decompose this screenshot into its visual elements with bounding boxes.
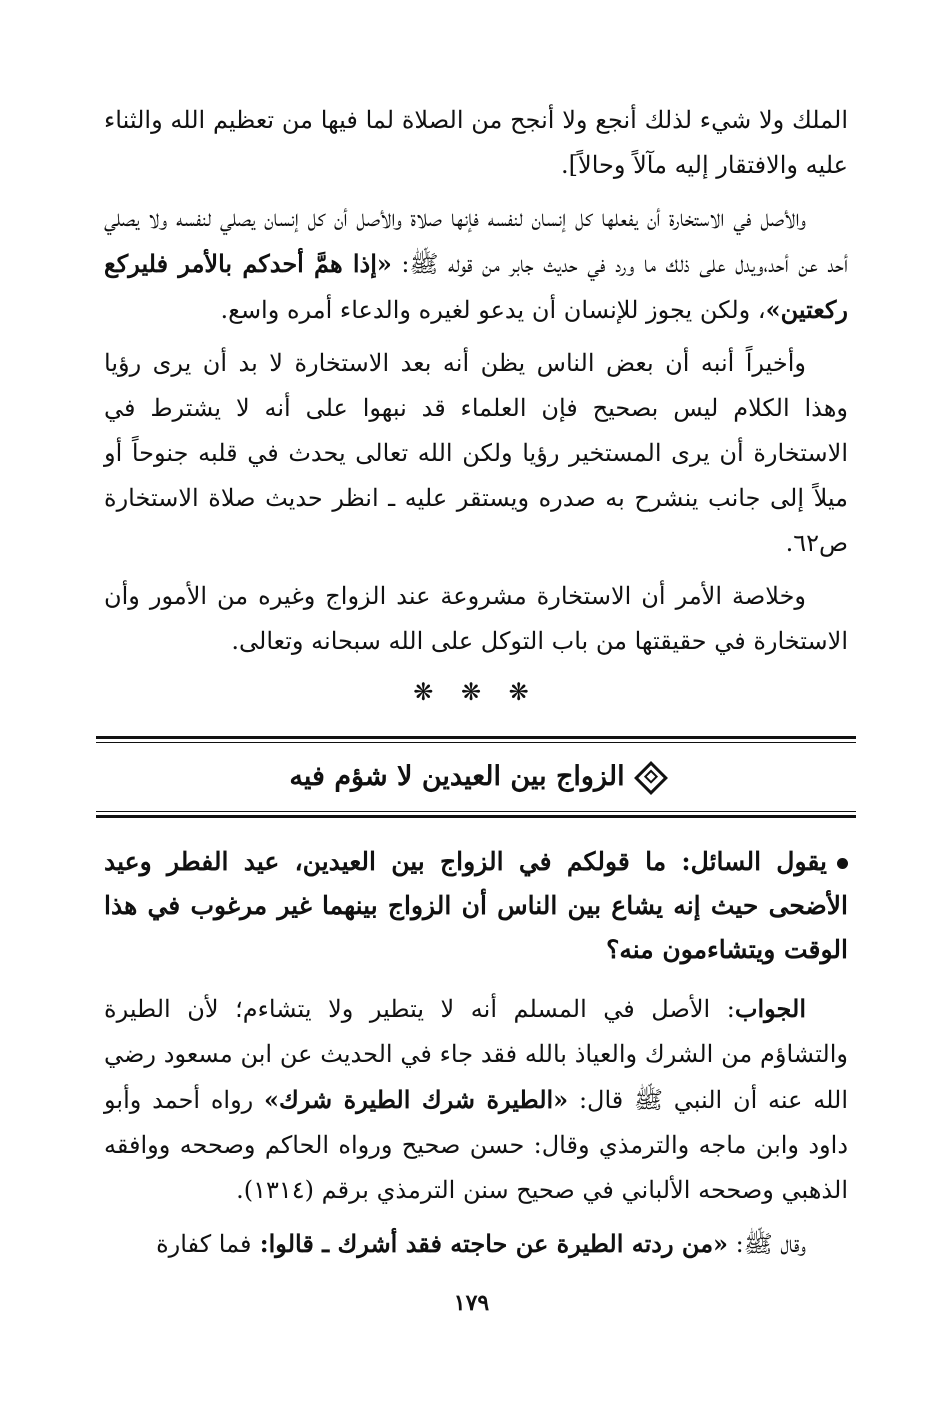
section-separator: ❋ ❋ ❋ [413, 678, 539, 706]
paragraph-text: والأصل في الاستخارة أن يفعلها كل إنسان لنفسه فإنها صلاة والأصل أن كل إنسان يصلي لنفسه ولا يصلي أحد عن أحد،ويدل على ذلك ما ورد في حديث جابر من قوله ﷺ: [104, 204, 849, 278]
section-title-text: الزواج بين العيدين لا شؤم فيه [289, 761, 625, 792]
page-body [104, 98, 848, 1267]
section-title [96, 743, 856, 811]
answer-text: : الأصل في المسلم أنه لا يتطير ولا يتشاءم؛ لأن الطيرة والتشاؤم من الشرك والعياذ بالله فقد جاء في الحديث عن ابن مسعود رضي الله عنه أن النبي ﷺ قال: [104, 995, 849, 1114]
hadith-quote: «من ردته الطيرة عن حاجته فقد أشرك ـ قالوا: [251, 1229, 729, 1258]
page-number: ١٧٩ [453, 1290, 490, 1316]
divider [96, 736, 856, 739]
paragraph-2 [104, 196, 848, 333]
answer-label: الجواب [734, 994, 806, 1023]
hadith-quote: «إذا همَّ أحدكم بالأمر فليركع ركعتين» [104, 249, 848, 324]
divider [96, 811, 856, 812]
question-label: يقول السائل: [666, 847, 827, 876]
question [104, 840, 848, 972]
answer [104, 986, 848, 1213]
paragraph-text: وقال ﷺ: [728, 1230, 806, 1258]
paragraph-text: ، ولكن يجوز للإنسان أن يدعو لغيره والدعاء أمره واسع. [220, 296, 766, 324]
paragraph-text: وخلاصة الأمر أن الاستخارة مشروعة عند الزواج وغيره من الأمور وأن الاستخارة في حقيقتها من باب التوكل على الله سبحانه وتعالى. [104, 582, 848, 655]
divider [96, 815, 856, 818]
section-header [96, 736, 856, 818]
answer-text: رواه أحمد وأبو داود وابن ماجه والترمذي وقال: حسن صحيح ورواه الحاكم وصححه ووافقه الذهبي وصححه الألباني في صحيح سنن الترمذي برقم (١٣١٤). [104, 1086, 848, 1204]
paragraph-text: الملك ولا شيء لذلك أنجع ولا أنجح من الصلاة لما فيها من تعظيم الله والثناء عليه والافتقار إليه مآلاً وحالاً]. [104, 106, 849, 179]
hadith-quote: «الطيرة شرك الطيرة شرك» [264, 1085, 569, 1114]
paragraph-1 [104, 98, 848, 188]
last-line [104, 1221, 848, 1267]
bullet-icon [837, 858, 848, 869]
paragraph-text: فما كفارة [156, 1230, 252, 1258]
paragraph-4 [104, 574, 848, 664]
diamond-icon [634, 761, 668, 795]
question-text: ما قولكم في الزواج بين العيدين، عيد الفطر وعيد الأضحى حيث إنه يشاع بين الناس أن الزواج بينهما غير مرغوب في هذا الوقت ويتشاءمون منه؟ [104, 847, 848, 964]
paragraph-3 [104, 341, 848, 566]
paragraph-text: وأخيراً أنبه أن بعض الناس يظن أنه بعد الاستخارة لا بد أن يرى رؤيا وهذا الكلام ليس بصحيح فإن العلماء قد نبهوا على أنه لا يشترط في الاستخارة أن يرى المستخير رؤيا ولكن الله تعالى يحدث في قلبه جنوحاً أو ميلاً إلى جانب ينشرح به صدره ويستقر عليه ـ انظر حديث صلاة الاستخارة ص٦٢. [104, 349, 848, 557]
